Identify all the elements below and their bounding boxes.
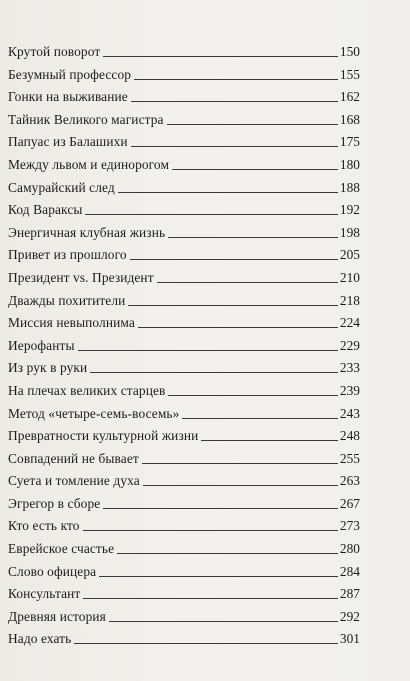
toc-entry-page-number-text: 155 (339, 66, 360, 82)
toc-entry-title-text: Суета и томление духа (8, 473, 140, 489)
toc-entry-page-number (339, 382, 360, 400)
toc-entry-page-number-text: 150 (339, 44, 360, 59)
toc-entry (8, 585, 360, 608)
toc-entry (8, 246, 360, 269)
toc-entry-page-number-text: 248 (339, 428, 360, 444)
toc-entry-title (8, 111, 166, 129)
toc-entry-page-number (339, 495, 360, 513)
toc-leader-line (109, 621, 338, 622)
toc-leader-line (130, 259, 338, 260)
toc-entry-page-number-text: 233 (339, 360, 360, 376)
toc-entry-title-text: Метод «четыре-семь-восемь» (8, 405, 180, 421)
toc-entry-page-number (339, 563, 360, 581)
toc-entry-title (8, 179, 117, 197)
toc-entry (8, 133, 360, 156)
toc-entry-page-number (339, 201, 360, 219)
toc-entry-title-text: Из рук в руки (8, 360, 88, 376)
toc-entry-page-number (339, 43, 360, 61)
toc-leader-line (131, 146, 338, 147)
toc-entry (8, 314, 360, 337)
toc-entry-page-number (339, 427, 360, 445)
toc-entry-title (8, 382, 167, 400)
toc-entry-page-number-text: 255 (339, 450, 360, 466)
toc-entry-page-number-text: 192 (339, 202, 360, 218)
toc-leader-line (131, 101, 338, 102)
toc-leader-line (138, 327, 338, 328)
toc-entry-title (8, 608, 108, 626)
toc-entry-title (8, 269, 156, 287)
toc-entry-page-number-text: 273 (339, 518, 360, 534)
toc-entry-title-text: Папуас из Балашихи (8, 134, 128, 150)
toc-entry-page-number (339, 246, 360, 264)
toc-entry-title (8, 540, 116, 558)
toc-leader-line (118, 192, 338, 193)
toc-entry-page-number-text: 280 (339, 541, 360, 557)
toc-entry (8, 495, 360, 518)
toc-entry-title (8, 427, 200, 445)
toc-entry-title-text: Эгрегор в сборе (8, 495, 101, 511)
toc-entry-page-number-text: 175 (339, 134, 360, 150)
toc-entry-page-number (339, 540, 360, 558)
toc-entry-page-number (339, 585, 360, 603)
toc-entry-title (8, 246, 129, 264)
toc-entry-title-text: Крутой поворот (8, 44, 101, 59)
toc-entry-title-text: Между львом и единорогом (8, 156, 170, 172)
toc-entry-page-number-text: 180 (339, 156, 360, 172)
toc-entry-title-text: Иерофанты (8, 337, 75, 353)
toc-entry-title-text: Миссия невыполнима (8, 315, 135, 331)
toc-leader-line (85, 214, 337, 215)
toc-entry-title (8, 405, 181, 423)
toc-leader-line (168, 395, 337, 396)
toc-leader-line (83, 598, 338, 599)
toc-entry-title-text: Тайник Великого магистра (8, 111, 164, 127)
toc-leader-line (201, 440, 338, 441)
toc-entry-title (8, 585, 82, 603)
toc-entry (8, 43, 360, 66)
toc-leader-line (99, 576, 338, 577)
toc-leader-line (103, 508, 338, 509)
toc-entry-page-number-text: 224 (339, 315, 360, 331)
toc-entry-page-number (339, 517, 360, 535)
toc-entry (8, 179, 360, 202)
toc-entry-page-number (339, 133, 360, 151)
toc-entry-page-number (339, 630, 360, 648)
toc-entry-page-number (339, 405, 360, 423)
toc-entry (8, 156, 360, 179)
toc-entry-page-number-text: 263 (339, 473, 360, 489)
toc-entry (8, 517, 360, 540)
toc-entry (8, 630, 360, 653)
toc-entry-title (8, 201, 84, 219)
toc-entry-title (8, 630, 73, 648)
toc-leader-line (74, 643, 338, 644)
toc-leader-line (157, 282, 338, 283)
toc-entry-title-text: Безумный профессор (8, 66, 132, 82)
toc-entry-title-text: Превратности культурной жизни (8, 428, 199, 444)
toc-entry-page-number-text: 198 (339, 224, 360, 240)
toc-entry-page-number (339, 66, 360, 84)
toc-entry (8, 405, 360, 428)
toc-entry (8, 472, 360, 495)
toc-entry (8, 359, 360, 382)
toc-entry-title (8, 43, 102, 61)
toc-entry (8, 450, 360, 473)
toc-entry-page-number-text: 292 (339, 608, 360, 624)
toc-entry-page-number (339, 269, 360, 287)
toc-entry-page-number-text: 239 (339, 382, 360, 398)
toc-leader-line (78, 350, 338, 351)
toc-entry-page-number (339, 292, 360, 310)
toc-entry (8, 269, 360, 292)
toc-entry-title (8, 88, 130, 106)
toc-entry-page-number-text: 229 (339, 337, 360, 353)
toc-entry-page-number (339, 359, 360, 377)
toc-entry (8, 66, 360, 89)
toc-entry (8, 540, 360, 563)
toc-entry-page-number (339, 472, 360, 490)
toc-entry-title-text: Самурайский след (8, 179, 115, 195)
toc-leader-line (167, 124, 338, 125)
toc-entry-page-number-text: 243 (339, 405, 360, 421)
table-of-contents (8, 43, 360, 653)
toc-entry-title-text: Консультант (8, 586, 81, 602)
toc-entry-page-number (339, 224, 360, 242)
toc-entry-title (8, 224, 167, 242)
toc-leader-line (117, 553, 338, 554)
toc-entry-title (8, 133, 130, 151)
toc-entry-page-number-text: 218 (339, 292, 360, 308)
toc-entry-title-text: Дважды похитители (8, 292, 126, 308)
toc-entry-title-text: Привет из прошлого (8, 247, 127, 263)
toc-entry (8, 382, 360, 405)
toc-entry-page-number-text: 205 (339, 247, 360, 263)
toc-leader-line (134, 79, 338, 80)
toc-entry-title (8, 66, 133, 84)
toc-entry-page-number-text: 210 (339, 269, 360, 285)
toc-entry-title (8, 472, 142, 490)
toc-entry-title (8, 314, 137, 332)
toc-entry-page-number-text: 284 (339, 563, 360, 579)
toc-entry-title-text: Президент vs. Президент (8, 269, 154, 285)
toc-entry-page-number (339, 337, 360, 355)
toc-entry-page-number (339, 179, 360, 197)
toc-leader-line (172, 169, 338, 170)
toc-entry (8, 427, 360, 450)
toc-leader-line (182, 418, 337, 419)
toc-entry-page-number-text: 267 (339, 495, 360, 511)
toc-entry-title (8, 359, 89, 377)
toc-entry (8, 111, 360, 134)
toc-entry-page-number (339, 608, 360, 626)
toc-entry-title-text: На плечах великих старцев (8, 382, 166, 398)
toc-entry (8, 563, 360, 586)
toc-entry-title (8, 337, 77, 355)
toc-entry-page-number-text: 162 (339, 89, 360, 105)
toc-entry-title-text: Надо ехать (8, 631, 72, 647)
toc-entry-title (8, 517, 82, 535)
toc-leader-line (128, 305, 338, 306)
toc-leader-line (168, 237, 338, 238)
toc-entry-title-text: Энергичная клубная жизнь (8, 224, 166, 240)
toc-entry-page-number-text: 168 (339, 111, 360, 127)
toc-entry-title (8, 563, 98, 581)
toc-entry-title-text: Еврейское счастье (8, 541, 115, 557)
toc-entry-title (8, 156, 171, 174)
toc-entry-title-text: Кто есть кто (8, 518, 80, 534)
toc-entry-page-number-text: 188 (339, 179, 360, 195)
toc-leader-line (142, 463, 338, 464)
toc-entry-page-number (339, 156, 360, 174)
toc-entry (8, 292, 360, 315)
toc-entry-title (8, 292, 127, 310)
toc-entry-title-text: Слово офицера (8, 563, 97, 579)
toc-entry-page-number-text: 301 (339, 631, 360, 647)
toc-entry-title-text: Код Вараксы (8, 202, 83, 218)
toc-entry-title (8, 450, 141, 468)
toc-leader-line (83, 530, 338, 531)
toc-entry-page-number (339, 450, 360, 468)
toc-entry-page-number (339, 111, 360, 129)
toc-entry-page-number (339, 314, 360, 332)
toc-leader-line (90, 372, 338, 373)
toc-entry (8, 224, 360, 247)
toc-entry (8, 337, 360, 360)
toc-entry-title-text: Совпадений не бывает (8, 450, 139, 466)
toc-entry-title-text: Древняя история (8, 608, 106, 624)
toc-entry (8, 608, 360, 631)
toc-entry (8, 201, 360, 224)
toc-entry-page-number (339, 88, 360, 106)
toc-entry (8, 88, 360, 111)
toc-entry-title (8, 495, 102, 513)
toc-leader-line (103, 56, 338, 57)
toc-entry-page-number-text: 287 (339, 586, 360, 602)
toc-leader-line (143, 485, 338, 486)
toc-entry-title-text: Гонки на выживание (8, 89, 128, 105)
